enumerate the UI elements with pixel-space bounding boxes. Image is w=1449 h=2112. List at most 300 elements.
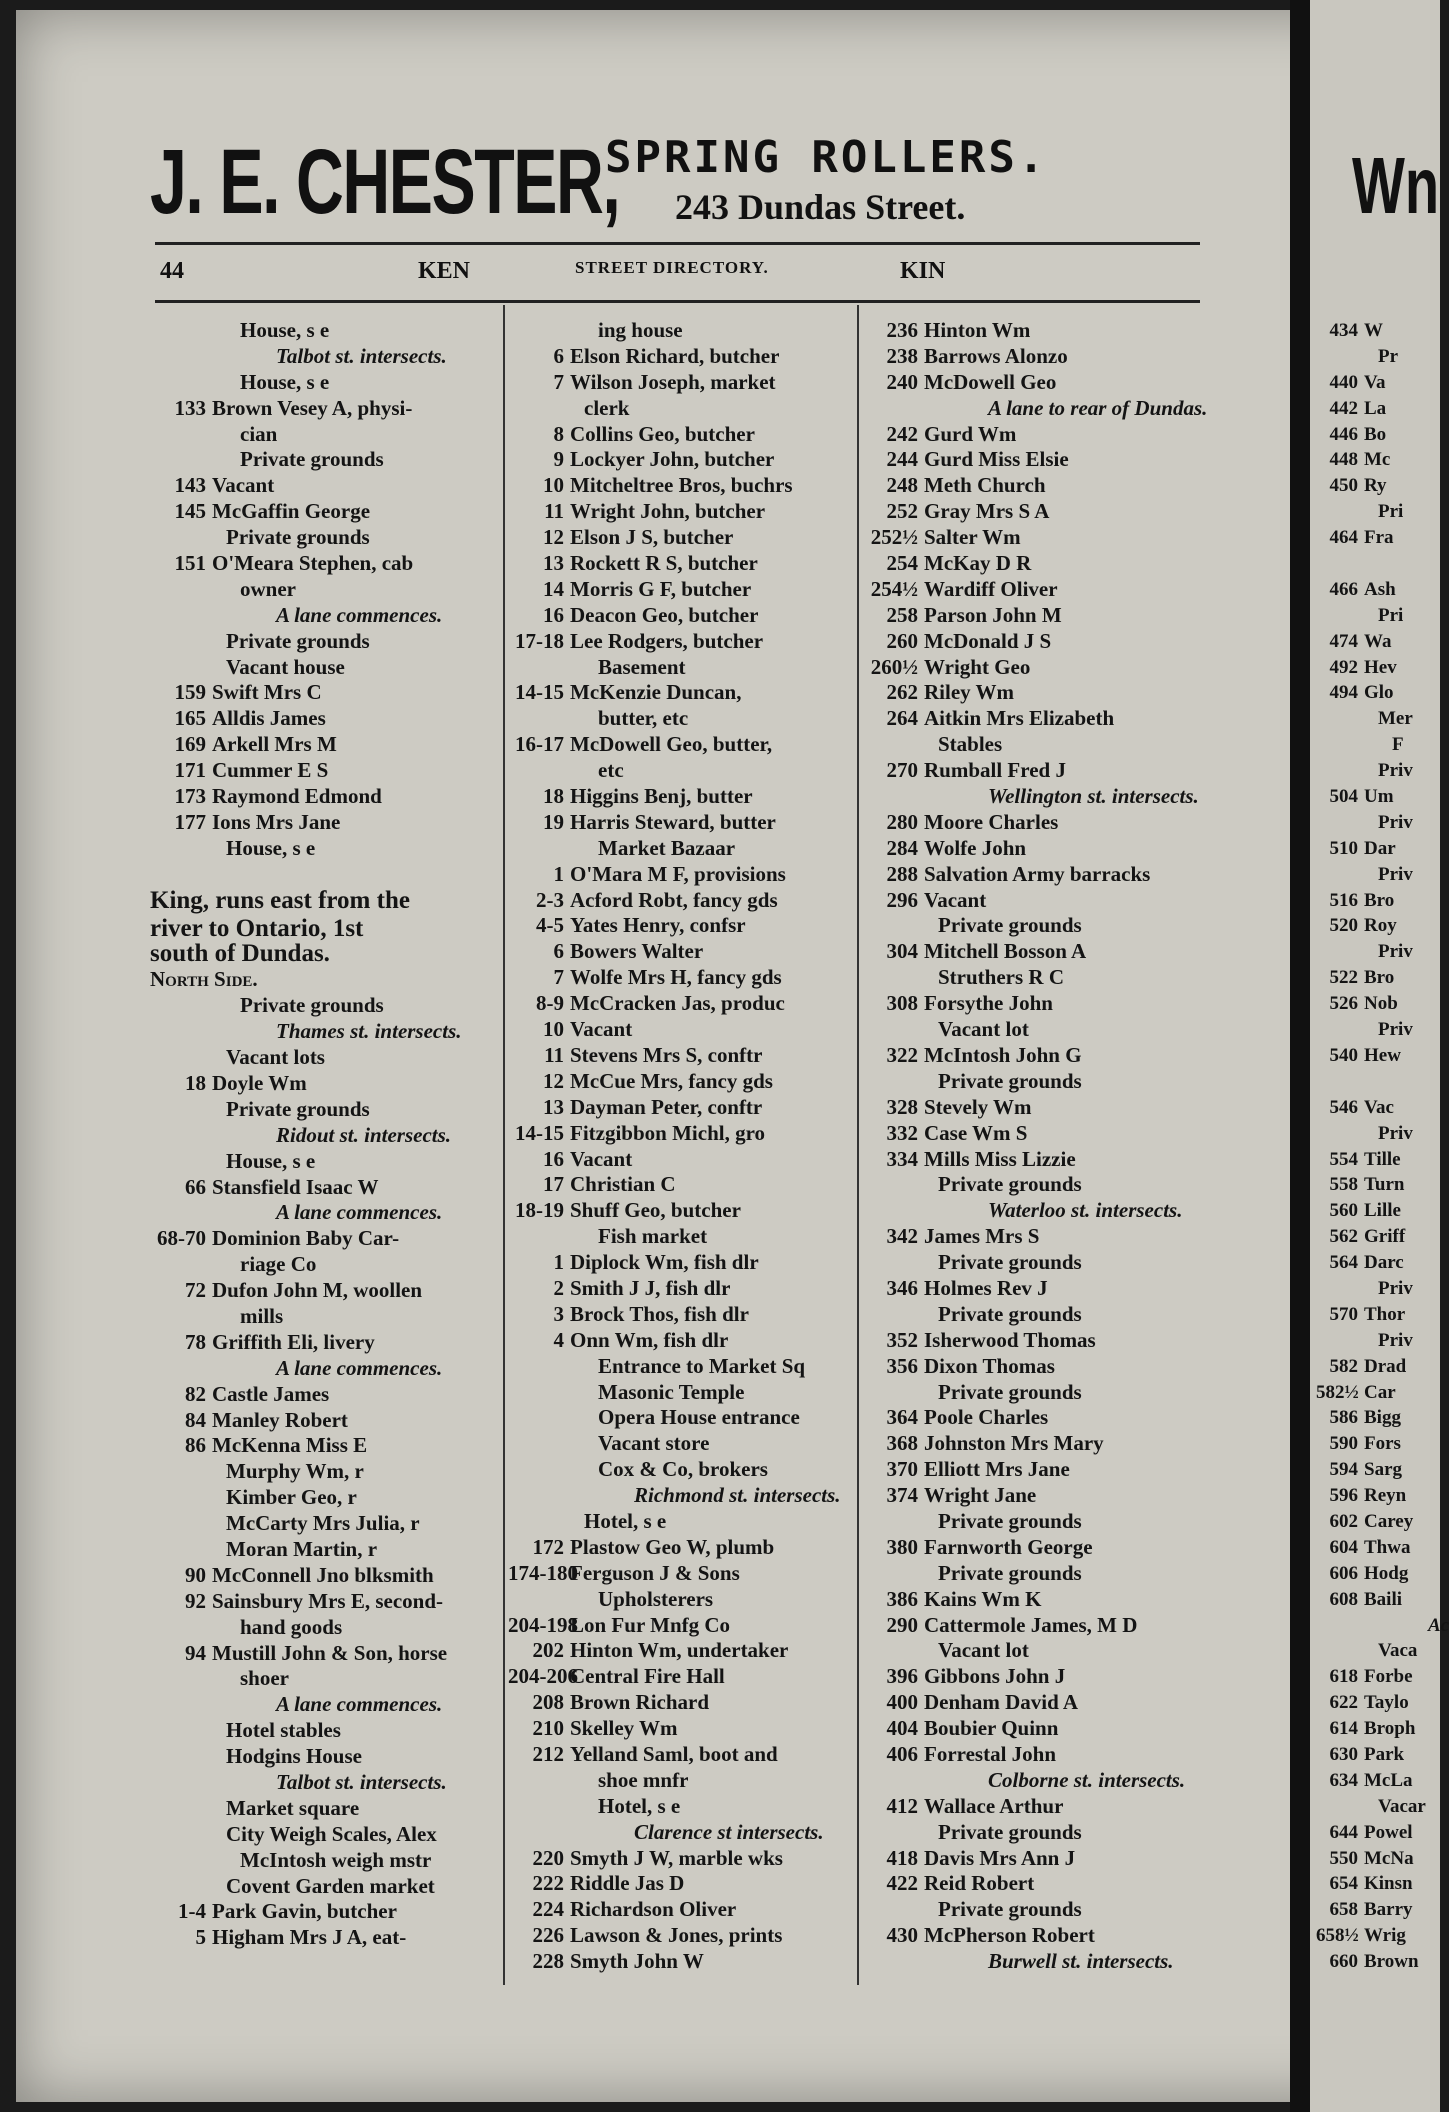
- house-number: 4: [553, 1327, 564, 1352]
- directory-entry: [508, 1224, 853, 1250]
- directory-entry: [1316, 1380, 1446, 1406]
- entry-text: Tille: [1364, 1148, 1401, 1170]
- directory-entry: [508, 888, 853, 914]
- directory-entry: [862, 577, 1217, 603]
- directory-entry: [1316, 1742, 1446, 1768]
- entry-text: A lane to rear of Dundas.: [988, 395, 1208, 420]
- directory-entry: [508, 1897, 853, 1923]
- directory-entry: [862, 862, 1217, 888]
- house-number: 442: [1329, 397, 1358, 419]
- house-number: 448: [1329, 449, 1358, 471]
- house-number: 474: [1329, 630, 1358, 652]
- directory-entry: [150, 1304, 495, 1330]
- directory-entry: [1316, 836, 1446, 862]
- directory-entry: [508, 732, 853, 758]
- entry-text: Thwa: [1364, 1536, 1411, 1558]
- directory-entry: [150, 1796, 495, 1822]
- house-number: 594: [1329, 1459, 1358, 1481]
- house-number: 172: [532, 1534, 564, 1559]
- entry-text: Lockyer John, butcher: [570, 447, 775, 472]
- house-number: 430: [886, 1923, 918, 1948]
- house-number: 404: [886, 1716, 918, 1741]
- entry-text: Vacant house: [226, 654, 345, 679]
- house-number: 1: [553, 861, 564, 886]
- page-number: 44: [160, 258, 184, 284]
- directory-entry: [1316, 1509, 1446, 1535]
- entry-text: Moran Martin, r: [226, 1536, 378, 1561]
- entry-text: Vacar: [1378, 1795, 1426, 1817]
- house-number: 212: [532, 1741, 564, 1766]
- house-number: 554: [1329, 1148, 1358, 1170]
- entry-text: Ions Mrs Jane: [212, 809, 341, 834]
- house-number: 19: [543, 809, 564, 834]
- entry-text: shoe mnfr: [598, 1767, 689, 1792]
- directory-entry: [508, 1405, 853, 1431]
- entry-text: Dixon Thomas: [924, 1353, 1055, 1378]
- house-number: 634: [1329, 1769, 1358, 1791]
- directory-entry: [862, 1276, 1217, 1302]
- directory-entry: [508, 447, 853, 473]
- directory-entry: [862, 1716, 1217, 1742]
- entry-text: Acford Robt, fancy gds: [570, 887, 778, 912]
- directory-entry: [150, 1666, 495, 1692]
- directory-entry: [862, 1561, 1217, 1587]
- entry-text: Hinton Wm, undertaker: [570, 1638, 789, 1663]
- entry-text: Vacant: [570, 1146, 633, 1171]
- entry-text: Isherwood Thomas: [924, 1327, 1096, 1352]
- entry-text: A lane commences.: [276, 1692, 443, 1717]
- house-number: 332: [886, 1120, 918, 1145]
- house-number: 208: [532, 1690, 564, 1715]
- entry-text: Doyle Wm: [212, 1070, 307, 1095]
- entry-text: Market square: [226, 1795, 360, 1820]
- house-number: 342: [886, 1224, 918, 1249]
- entry-text: Covent Garden market: [226, 1873, 435, 1898]
- directory-entry: [150, 1485, 495, 1511]
- entry-text: etc: [598, 758, 624, 783]
- entry-text: Onn Wm, fish dlr: [570, 1327, 729, 1352]
- entry-text: King, runs east from the: [150, 886, 410, 914]
- entry-text: Plastow Geo W, plumb: [570, 1534, 775, 1559]
- entry-text: Private grounds: [938, 1819, 1082, 1844]
- directory-entry: [150, 1718, 495, 1744]
- house-number: 280: [886, 809, 918, 834]
- entry-text: Um: [1364, 786, 1394, 808]
- entry-text: Griffith Eli, livery: [212, 1329, 375, 1354]
- directory-entry: [150, 1563, 495, 1589]
- entry-text: Cox & Co, brokers: [598, 1457, 768, 1482]
- entry-text: Poole Charles: [924, 1405, 1049, 1430]
- entry-text: McCue Mrs, fancy gds: [570, 1068, 773, 1093]
- house-number: 596: [1329, 1485, 1358, 1507]
- entry-text: Higgins Benj, butter: [570, 784, 753, 809]
- entry-text: Priv: [1378, 1019, 1413, 1041]
- directory-entry: [862, 1069, 1217, 1095]
- house-number: 464: [1329, 527, 1358, 549]
- entry-text: Nob: [1364, 993, 1398, 1015]
- entry-text: Lawson & Jones, prints: [570, 1923, 783, 1948]
- house-number: 92: [185, 1588, 206, 1613]
- entry-text: Higham Mrs J A, eat-: [212, 1925, 407, 1950]
- directory-entry: [862, 1820, 1217, 1846]
- entry-text: City Weigh Scales, Alex: [226, 1821, 437, 1846]
- entry-text: Glo: [1364, 682, 1394, 704]
- directory-entry: [862, 1846, 1217, 1872]
- entry-text: Brock Thos, fish dlr: [570, 1301, 749, 1326]
- directory-entry: [508, 1380, 853, 1406]
- entry-text: Reyn: [1364, 1485, 1407, 1507]
- entry-text: Market Bazaar: [598, 835, 736, 860]
- directory-entry: [1316, 1794, 1446, 1820]
- entry-text: Mitchell Bosson A: [924, 939, 1087, 964]
- directory-entry: [1316, 758, 1446, 784]
- house-number: 356: [886, 1353, 918, 1378]
- entry-text: La: [1364, 397, 1387, 419]
- entry-text: McDonald J S: [924, 628, 1052, 653]
- house-number: 173: [174, 784, 206, 809]
- street-heading: [150, 941, 495, 967]
- house-number: 84: [185, 1407, 206, 1432]
- directory-entry: [1316, 629, 1446, 655]
- entry-text: Alldis James: [212, 706, 326, 731]
- entry-text: shoer: [240, 1666, 289, 1691]
- house-number: 422: [886, 1871, 918, 1896]
- directory-entry: [1316, 1535, 1446, 1561]
- entry-text: Riddle Jas D: [570, 1871, 685, 1896]
- house-number: 644: [1329, 1821, 1358, 1843]
- directory-entry: [1316, 888, 1446, 914]
- directory-entry: [150, 1925, 495, 1951]
- entry-text: Farnworth George: [924, 1534, 1093, 1559]
- entry-text: McDowell Geo, butter,: [570, 732, 773, 757]
- house-number: 66: [185, 1174, 206, 1199]
- directory-entry: [862, 1250, 1217, 1276]
- entry-text: Private grounds: [240, 447, 384, 472]
- entry-text: Rockett R S, butcher: [570, 551, 758, 576]
- directory-entry: [1316, 1095, 1446, 1121]
- entry-text: Bigg: [1364, 1407, 1401, 1429]
- entry-text: Private grounds: [938, 1560, 1082, 1585]
- house-number: 7: [553, 965, 564, 990]
- house-number: 94: [185, 1640, 206, 1665]
- house-number: 586: [1329, 1407, 1358, 1429]
- house-number: 1: [553, 1250, 564, 1275]
- house-number: 252½: [870, 525, 918, 550]
- house-number: 622: [1329, 1692, 1358, 1714]
- house-number: 222: [532, 1871, 564, 1896]
- directory-entry: [508, 991, 853, 1017]
- advertiser-name: J. E. CHESTER,: [150, 131, 620, 233]
- street-intersection-note: [508, 1820, 853, 1846]
- directory-entry: [508, 422, 853, 448]
- directory-entry: [862, 1147, 1217, 1173]
- directory-entry: [862, 888, 1217, 914]
- entry-text: McPherson Robert: [924, 1923, 1095, 1948]
- entry-text: Darc: [1364, 1252, 1404, 1274]
- house-number: 658½: [1316, 1925, 1359, 1947]
- entry-text: Stansfield Isaac W: [212, 1174, 379, 1199]
- directory-entry: [508, 1794, 853, 1820]
- entry-text: A lane commences.: [276, 602, 443, 627]
- directory-entry: [508, 603, 853, 629]
- entry-text: Skelley Wm: [570, 1716, 678, 1741]
- directory-entry: [150, 655, 495, 681]
- column-divider: [503, 305, 505, 1985]
- entry-text: Holmes Rev J: [924, 1275, 1048, 1300]
- directory-entry: [508, 913, 853, 939]
- house-number: 386: [886, 1586, 918, 1611]
- entry-text: Private grounds: [938, 1897, 1082, 1922]
- entry-text: Wolfe John: [924, 835, 1027, 860]
- directory-entry: [508, 1949, 853, 1975]
- directory-entry: [862, 499, 1217, 525]
- directory-entry: [1316, 706, 1446, 732]
- house-number: 13: [543, 1094, 564, 1119]
- house-number: 18-19: [515, 1198, 564, 1223]
- entry-text: Barrows Alonzo: [924, 343, 1068, 368]
- house-number: 238: [886, 343, 918, 368]
- entry-text: mills: [240, 1303, 284, 1328]
- directory-entry: [150, 1459, 495, 1485]
- directory-entry: [1316, 1198, 1446, 1224]
- house-number: 558: [1329, 1174, 1358, 1196]
- entry-text: Vacant lots: [226, 1045, 325, 1070]
- directory-entry: [150, 810, 495, 836]
- entry-text: Collins Geo, butcher: [570, 421, 755, 446]
- house-number: 9: [553, 447, 564, 472]
- house-number: 248: [886, 473, 918, 498]
- entry-text: James Mrs S: [924, 1224, 1040, 1249]
- directory-entry: [862, 1509, 1217, 1535]
- entry-text: Carey: [1364, 1510, 1414, 1532]
- directory-entry: [1316, 1431, 1446, 1457]
- entry-text: O'Meara Stephen, cab: [212, 551, 414, 576]
- entry-text: Bro: [1364, 967, 1395, 989]
- street-intersection-note: [862, 1198, 1217, 1224]
- house-number: 334: [886, 1146, 918, 1171]
- street-intersection-note: [150, 1200, 495, 1226]
- house-number: 177: [174, 809, 206, 834]
- directory-entry: [508, 1095, 853, 1121]
- entry-text: Stables: [938, 732, 1003, 757]
- directory-entry: [1316, 525, 1446, 551]
- directory-entry: [508, 525, 853, 551]
- entry-text: North Side.: [150, 967, 258, 992]
- directory-entry: [862, 1405, 1217, 1431]
- entry-text: Stevens Mrs S, conftr: [570, 1042, 763, 1067]
- entry-text: Parson John M: [924, 602, 1062, 627]
- entry-text: river to Ontario, 1st: [150, 914, 364, 942]
- entry-text: Riley Wm: [924, 680, 1015, 705]
- directory-entry: [150, 499, 495, 525]
- entry-text: Rumball Fred J: [924, 758, 1066, 783]
- entry-text: Vac: [1364, 1096, 1394, 1118]
- entry-text: Christian C: [570, 1172, 676, 1197]
- entry-text: Private grounds: [226, 525, 370, 550]
- house-number: 352: [886, 1327, 918, 1352]
- directory-entry: [862, 1794, 1217, 1820]
- house-number: 322: [886, 1042, 918, 1067]
- house-number: 16-17: [515, 732, 564, 757]
- entry-text: ing house: [598, 318, 683, 342]
- house-number: 224: [532, 1897, 564, 1922]
- entry-text: Fitzgibbon Michl, gro: [570, 1120, 766, 1145]
- entry-text: Central Fire Hall: [570, 1664, 725, 1689]
- directory-entry: [862, 1431, 1217, 1457]
- entry-text: Hev: [1364, 656, 1397, 678]
- entry-text: Vacant lot: [938, 1638, 1029, 1663]
- entry-text: hand goods: [240, 1614, 343, 1639]
- house-number: 522: [1329, 967, 1358, 989]
- house-number: 346: [886, 1275, 918, 1300]
- house-number: 264: [886, 706, 918, 731]
- entry-text: Private grounds: [938, 1301, 1082, 1326]
- advert-product: SPRING ROLLERS.: [605, 132, 1048, 183]
- entry-text: Harris Steward, butter: [570, 809, 776, 834]
- house-number: 2-3: [536, 887, 564, 912]
- directory-entry: [1316, 1871, 1446, 1897]
- entry-text: House, s e: [226, 1148, 316, 1173]
- directory-column-3: [862, 318, 1217, 1975]
- street-intersection-note: [150, 1356, 495, 1382]
- entry-text: Barry: [1364, 1899, 1413, 1921]
- entry-text: Priv: [1378, 1122, 1413, 1144]
- entry-text: A lane commences.: [276, 1355, 443, 1380]
- entry-text: Hodg: [1364, 1562, 1409, 1584]
- entry-text: Clarence st intersects.: [634, 1819, 824, 1844]
- house-number: 370: [886, 1457, 918, 1482]
- entry-text: Gibbons John J: [924, 1664, 1066, 1689]
- house-number: 450: [1329, 475, 1358, 497]
- house-number: 582: [1329, 1355, 1358, 1377]
- house-number: 406: [886, 1741, 918, 1766]
- directory-entry: [150, 1641, 495, 1667]
- directory-entry: [1316, 603, 1446, 629]
- column-divider: [857, 305, 859, 1985]
- directory-entry: [150, 525, 495, 551]
- directory-entry: [1316, 913, 1446, 939]
- house-number: 226: [532, 1923, 564, 1948]
- entry-text: Boubier Quinn: [924, 1716, 1059, 1741]
- directory-entry: [508, 1276, 853, 1302]
- entry-text: Car: [1364, 1381, 1396, 1403]
- house-number: 242: [886, 421, 918, 446]
- directory-entry: [862, 1535, 1217, 1561]
- entry-text: A lane commences.: [276, 1200, 443, 1225]
- house-number: 396: [886, 1664, 918, 1689]
- entry-text: Upholsterers: [598, 1586, 714, 1611]
- entry-text: Case Wm S: [924, 1120, 1028, 1145]
- entry-text: Smyth J W, marble wks: [570, 1845, 783, 1870]
- entry-text: Wellington st. intersects.: [988, 784, 1199, 809]
- entry-text: Private grounds: [938, 913, 1082, 938]
- entry-text: Brown Richard: [570, 1690, 710, 1715]
- house-number: 13: [543, 551, 564, 576]
- directory-entry: [1316, 370, 1446, 396]
- entry-text: Pri: [1378, 604, 1404, 626]
- entry-text: McGaffin George: [212, 499, 371, 524]
- directory-entry: [508, 758, 853, 784]
- directory-entry: [1316, 1302, 1446, 1328]
- house-number: 6: [553, 343, 564, 368]
- directory-entry: [508, 1613, 853, 1639]
- street-heading: [150, 888, 495, 916]
- entry-text: Meth Church: [924, 473, 1046, 498]
- directory-entry: [862, 836, 1217, 862]
- entry-text: Murphy Wm, r: [226, 1459, 364, 1484]
- directory-entry: [508, 1354, 853, 1380]
- directory-entry: [508, 370, 853, 396]
- entry-text: Cattermole James, M D: [924, 1612, 1138, 1637]
- directory-entry: [150, 836, 495, 862]
- entry-text: south of Dundas.: [150, 940, 330, 968]
- directory-entry: [150, 1589, 495, 1615]
- directory-entry: [862, 655, 1217, 681]
- header-rule: [155, 300, 1200, 303]
- entry-text: Bo: [1364, 423, 1387, 445]
- entry-text: Gurd Miss Elsie: [924, 447, 1069, 472]
- header-left-keyword: KEN: [418, 258, 471, 284]
- directory-entry: [508, 1535, 853, 1561]
- directory-entry: [1316, 732, 1446, 758]
- directory-entry: [1316, 473, 1446, 499]
- house-number: 171: [174, 758, 206, 783]
- house-number: 14-15: [515, 1120, 564, 1145]
- directory-entry: [508, 1172, 853, 1198]
- directory-entry: [862, 1742, 1217, 1768]
- directory-entry: [150, 318, 495, 344]
- entry-text: Castle James: [212, 1381, 330, 1406]
- entry-text: Wright Jane: [924, 1483, 1037, 1508]
- house-number: 526: [1329, 993, 1358, 1015]
- adjacent-advert-fragment: Wn: [1352, 141, 1440, 230]
- directory-entry: [150, 1330, 495, 1356]
- directory-entry: [508, 939, 853, 965]
- directory-entry: [1316, 1561, 1446, 1587]
- house-number: 6: [553, 939, 564, 964]
- entry-text: Private grounds: [938, 1172, 1082, 1197]
- directory-entry: [862, 680, 1217, 706]
- street-heading: [150, 916, 495, 942]
- entry-text: Brown: [1364, 1951, 1419, 1973]
- directory-entry: [862, 1121, 1217, 1147]
- entry-text: Wallace Arthur: [924, 1793, 1064, 1818]
- directory-entry: [150, 706, 495, 732]
- entry-text: Hinton Wm: [924, 318, 1031, 342]
- directory-entry: [1316, 1276, 1446, 1302]
- house-number: 304: [886, 939, 918, 964]
- directory-entry: [1316, 499, 1446, 525]
- entry-text: Deacon Geo, butcher: [570, 602, 759, 627]
- entry-text: Ridout st. intersects.: [276, 1122, 452, 1147]
- house-number: 618: [1329, 1666, 1358, 1688]
- entry-text: Arkell Mrs M: [212, 732, 337, 757]
- directory-column-1: [150, 318, 495, 1951]
- entry-text: Kimber Geo, r: [226, 1485, 357, 1510]
- entry-text: Wright Geo: [924, 654, 1031, 679]
- entry-text: Wilson Joseph, market: [570, 369, 776, 394]
- entry-text: Taylo: [1364, 1692, 1409, 1714]
- entry-text: Forbe: [1364, 1666, 1413, 1688]
- directory-entry: [1316, 1017, 1446, 1043]
- house-number: 516: [1329, 889, 1358, 911]
- entry-text: McConnell Jno blksmith: [212, 1562, 434, 1587]
- directory-entry: [1316, 810, 1446, 836]
- directory-entry: [1316, 1354, 1446, 1380]
- entry-text: Johnston Mrs Mary: [924, 1431, 1104, 1456]
- chester-advertisement: [150, 130, 1250, 240]
- house-number: 5: [195, 1925, 206, 1950]
